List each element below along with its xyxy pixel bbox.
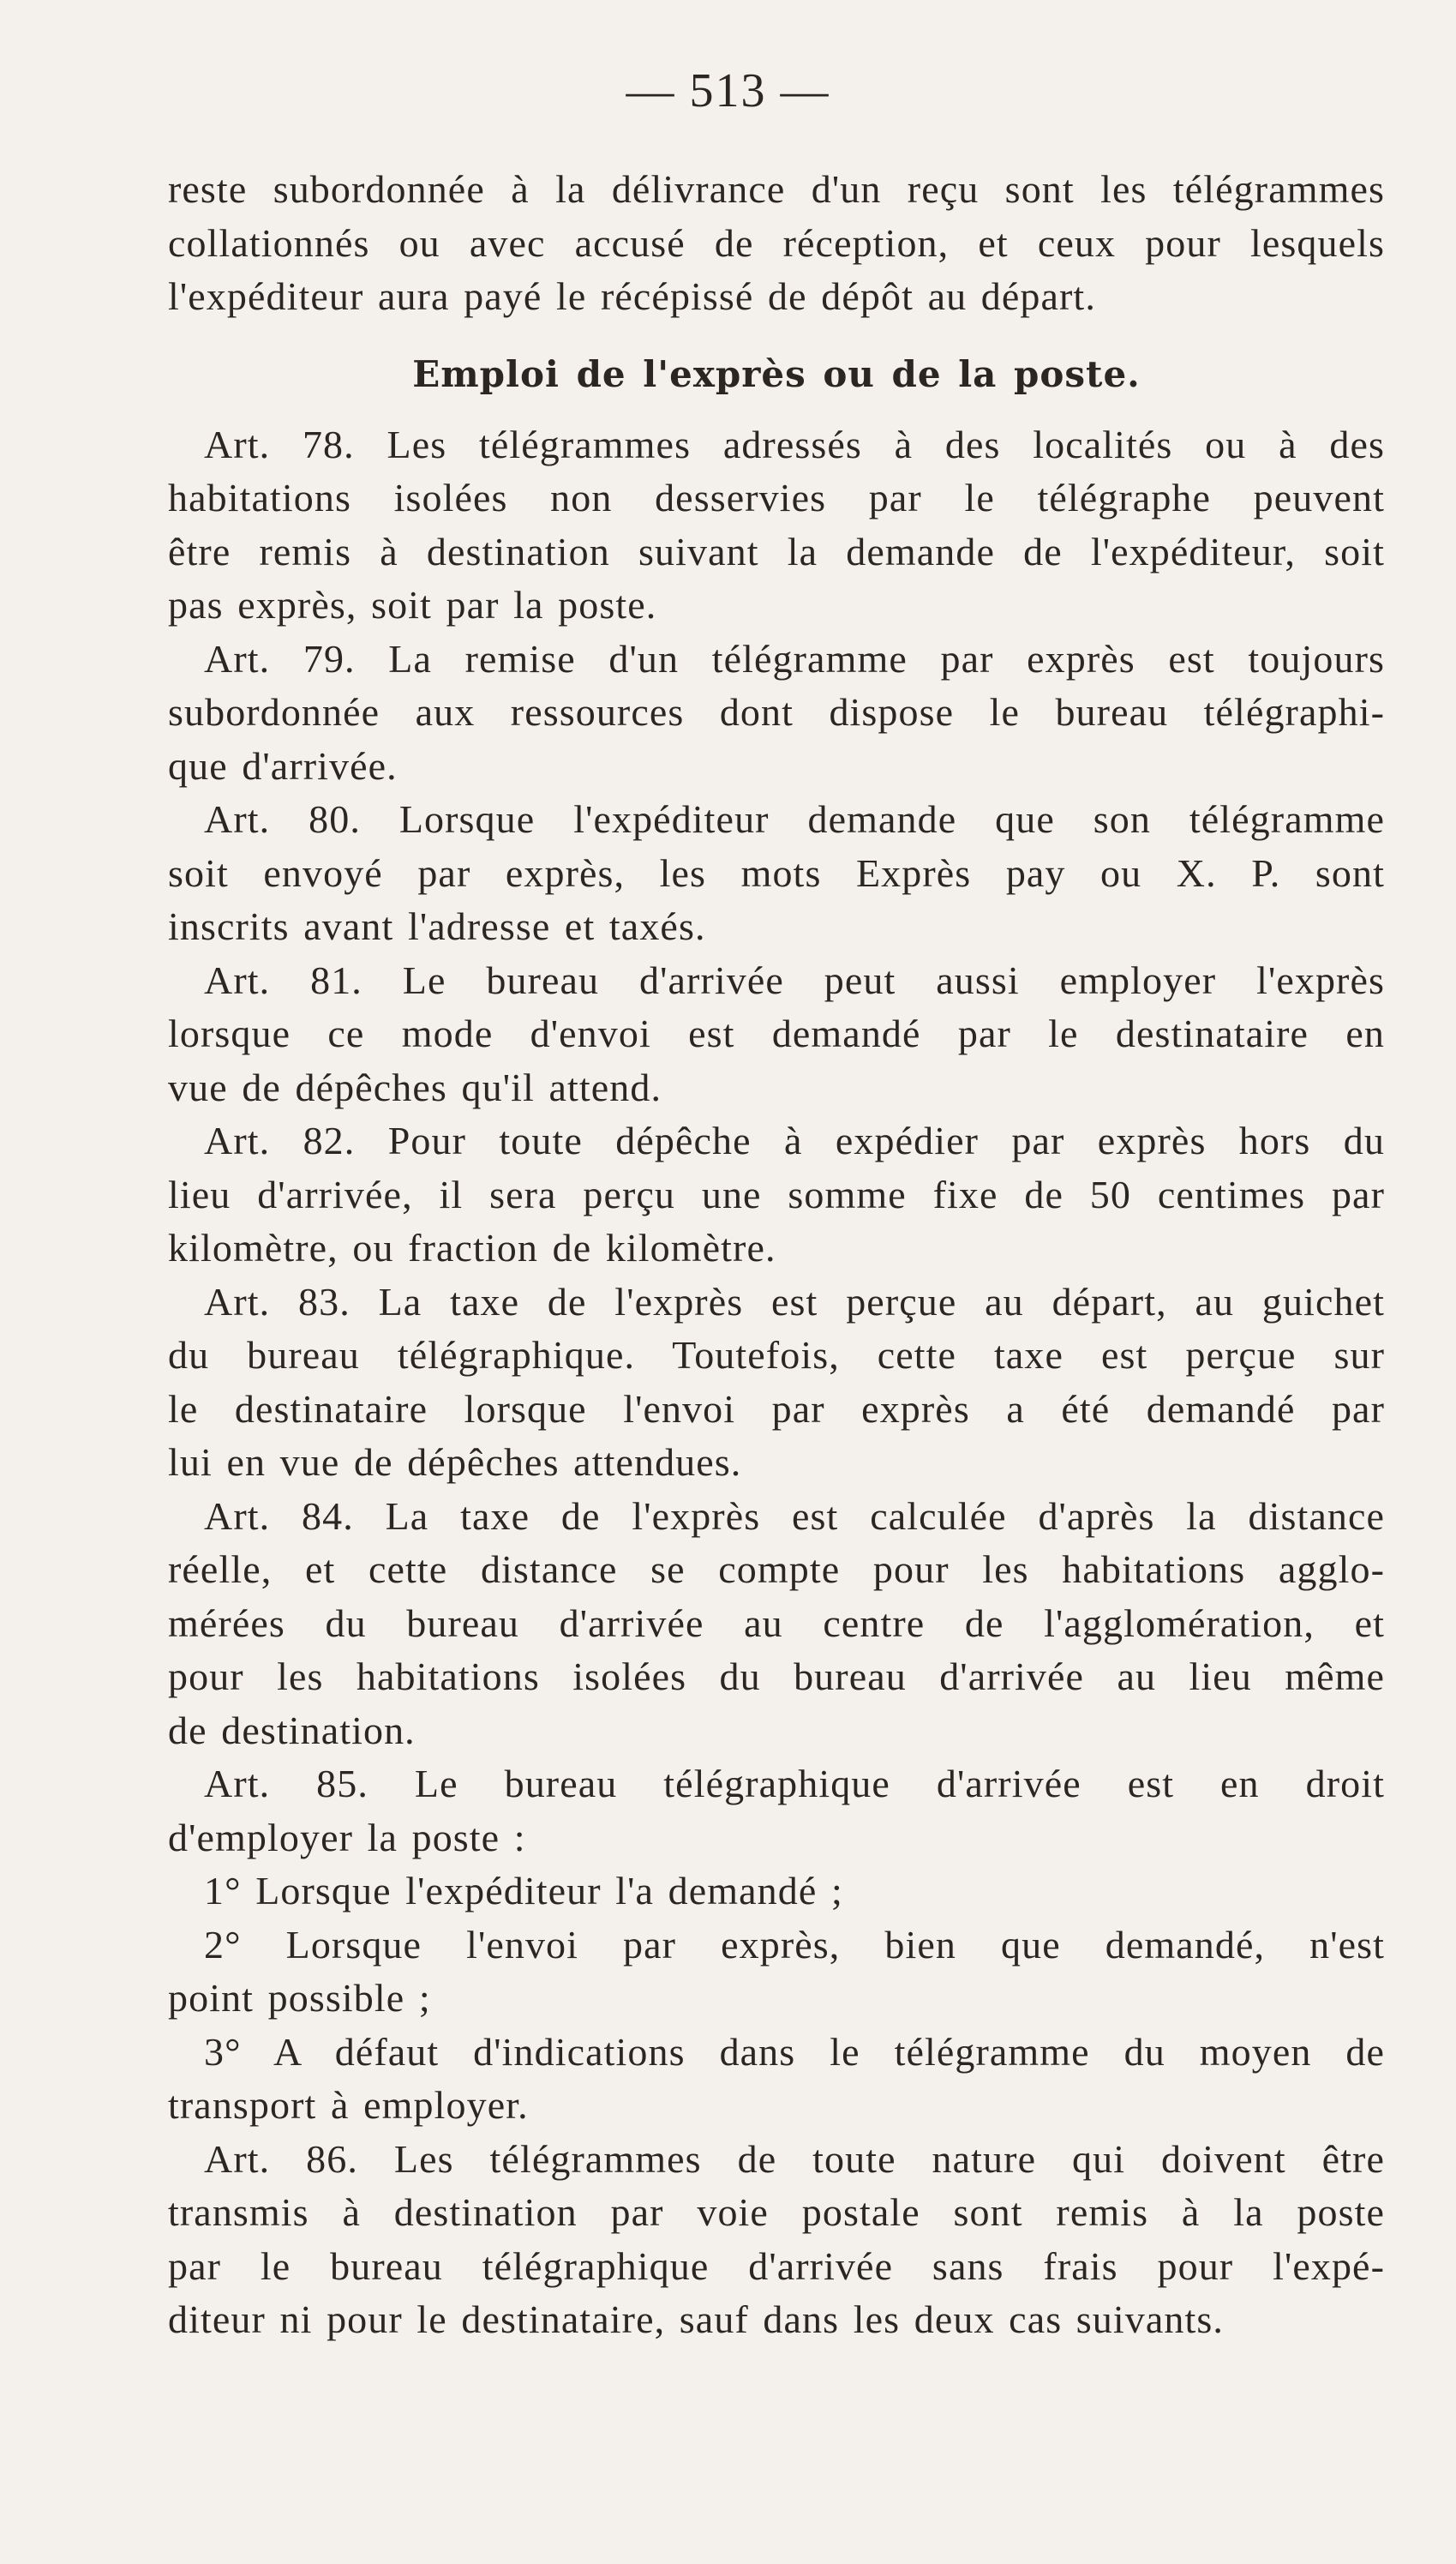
text-line: point possible ; — [168, 1976, 431, 2020]
text-line: pour les habitations isolées du bureau d'arrivée au lieu même — [168, 1654, 1385, 1698]
article-86 — [168, 2133, 1385, 2347]
text-line: diteur ni pour le destinataire, sauf dans les deux cas suivants. — [168, 2297, 1224, 2341]
text-line: Art. 79. La remise d'un télégramme par exprès est toujours — [204, 636, 1385, 681]
text-line: 1° Lorsque l'expéditeur l'a demandé ; — [204, 1869, 843, 1912]
text-line: de destination. — [168, 1708, 416, 1752]
article-82 — [168, 1114, 1385, 1276]
text-line: d'employer la poste : — [168, 1815, 526, 1859]
text-line: vue de dépêches qu'il attend. — [168, 1065, 662, 1109]
article-85 — [168, 1757, 1385, 1864]
text-line: inscrits avant l'adresse et taxés. — [168, 904, 706, 948]
article-81 — [168, 954, 1385, 1115]
page-number: — 513 — — [626, 64, 830, 117]
text-line: 2° Lorsque l'envoi par exprès, bien que demandé, n'est — [204, 1922, 1385, 1967]
text-line: soit envoyé par exprès, les mots Exprès pay ou X. P. sont — [168, 850, 1385, 895]
text-line: du bureau télégraphique. Toutefois, cette taxe est perçue sur — [168, 1333, 1385, 1377]
text-line: Art. 86. Les télégrammes de toute nature qui doivent être — [204, 2136, 1385, 2181]
text-line: Art. 81. Le bureau d'arrivée peut aussi employer l'exprès — [204, 958, 1385, 1002]
section-heading: Emploi de l'exprès ou de la poste. — [412, 352, 1141, 395]
text-line: le destinataire lorsque l'envoi par exprès a été demandé par — [168, 1386, 1385, 1431]
text-line: lorsque ce mode d'envoi est demandé par le destinataire en — [168, 1012, 1385, 1055]
text-line: Art. 85. Le bureau télégraphique d'arrivée est en droit — [204, 1762, 1385, 1805]
text-line: l'expéditeur aura payé le récépissé de dépôt au départ. — [168, 274, 1096, 318]
text-line: mérées du bureau d'arrivée au centre de l'agglomération, et — [168, 1600, 1385, 1645]
text-line: Art. 82. Pour toute dépêche à expédier par exprès hors du — [204, 1119, 1385, 1162]
text-line: Art. 78. Les télégrammes adressés à des localités ou à des — [204, 422, 1385, 466]
article-83 — [168, 1276, 1385, 1490]
article-79 — [168, 633, 1385, 794]
text-line: lui en vue de dépêches attendues. — [168, 1440, 742, 1484]
text-line: kilomètre, ou fraction de kilomètre. — [168, 1226, 776, 1270]
text-line: pas exprès, soit par la poste. — [168, 583, 657, 627]
text-line: réelle, et cette distance se compte pour les habitations agglo- — [168, 1547, 1385, 1591]
text-line: Art. 80. Lorsque l'expéditeur demande que son télégramme — [204, 797, 1385, 841]
text-line: par le bureau télégraphique d'arrivée sans frais pour l'expé- — [168, 2243, 1385, 2288]
list-item-3 — [168, 2026, 1385, 2133]
text-line: que d'arrivée. — [168, 743, 398, 788]
text-line: reste subordonnée à la délivrance d'un reçu sont les télégrammes — [168, 167, 1385, 211]
text-line: subordonnée aux ressources dont dispose le bureau télégraphi- — [168, 690, 1385, 734]
text-line: Art. 84. La taxe de l'exprès est calculée d'après la distance — [204, 1493, 1385, 1538]
article-78 — [168, 418, 1385, 633]
text-line: transmis à destination par voie postale sont remis à la poste — [168, 2190, 1385, 2234]
intro-paragraph — [168, 163, 1385, 324]
list-item-2 — [168, 1918, 1385, 2026]
text-line: collationnés ou avec accusé de réception, et ceux pour lesquels — [168, 220, 1385, 265]
text-line: 3° A défaut d'indications dans le télégramme du moyen de — [204, 2029, 1385, 2074]
text-line: habitations isolées non desservies par le télégraphe peuvent — [168, 476, 1385, 519]
list-item-1 — [168, 1864, 1385, 1918]
text-line: être remis à destination suivant la demande de l'expéditeur, soit — [168, 529, 1385, 573]
text-line: lieu d'arrivée, il sera perçu une somme fixe de 50 centimes par — [168, 1172, 1385, 1216]
text-line: transport à employer. — [168, 2083, 529, 2127]
article-80 — [168, 793, 1385, 954]
article-84 — [168, 1490, 1385, 1758]
text-line: Art. 83. La taxe de l'exprès est perçue au départ, au guichet — [204, 1279, 1385, 1324]
body-text — [168, 163, 1385, 2347]
